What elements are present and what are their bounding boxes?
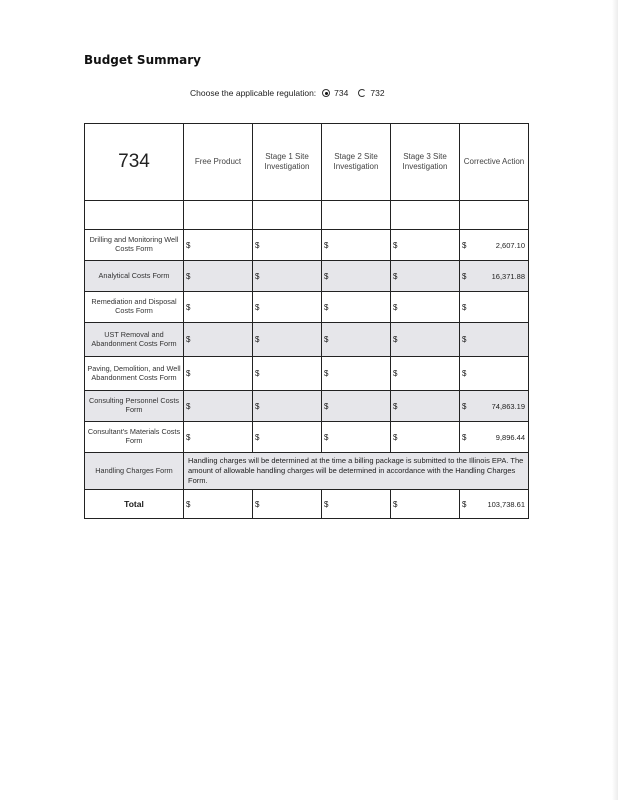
table-row bbox=[85, 357, 529, 391]
amount-value: 103,738.61 bbox=[487, 499, 525, 509]
row-label: Drilling and Monitoring Well Costs Form bbox=[85, 230, 184, 261]
amount-value: 74,863.19 bbox=[491, 401, 525, 411]
currency-symbol: $ bbox=[324, 271, 329, 281]
currency-symbol: $ bbox=[324, 335, 329, 344]
currency-symbol: $ bbox=[255, 499, 260, 509]
radio-732-label: 732 bbox=[370, 88, 385, 98]
page-edge-shadow bbox=[612, 0, 618, 800]
amount-cell[interactable] bbox=[184, 391, 253, 422]
amount-cell[interactable] bbox=[460, 357, 529, 391]
regulation-selector bbox=[190, 88, 385, 98]
currency-symbol: $ bbox=[462, 271, 467, 281]
regulation-prompt: Choose the applicable regulation: bbox=[190, 88, 317, 98]
amount-cell[interactable] bbox=[322, 422, 391, 453]
amount-cell[interactable] bbox=[253, 391, 322, 422]
radio-734[interactable] bbox=[322, 89, 330, 97]
amount-cell[interactable] bbox=[391, 422, 460, 453]
header-row bbox=[85, 124, 529, 201]
amount-cell[interactable] bbox=[322, 261, 391, 292]
table-row bbox=[85, 323, 529, 357]
amount-cell[interactable] bbox=[184, 323, 253, 357]
currency-symbol: $ bbox=[393, 335, 398, 344]
currency-symbol: $ bbox=[255, 335, 260, 344]
column-header: Stage 2 Site Investigation bbox=[322, 124, 391, 201]
currency-symbol: $ bbox=[255, 369, 260, 378]
amount-cell[interactable] bbox=[460, 261, 529, 292]
total-amount-cell[interactable] bbox=[460, 490, 529, 519]
currency-symbol: $ bbox=[324, 302, 329, 312]
currency-symbol: $ bbox=[186, 335, 191, 344]
amount-cell[interactable] bbox=[253, 323, 322, 357]
amount-cell[interactable] bbox=[184, 357, 253, 391]
currency-symbol: $ bbox=[255, 401, 260, 411]
total-amount-cell[interactable] bbox=[322, 490, 391, 519]
table-row bbox=[85, 391, 529, 422]
amount-cell[interactable] bbox=[253, 357, 322, 391]
handling-charges-row bbox=[85, 453, 529, 490]
amount-cell[interactable] bbox=[460, 422, 529, 453]
column-header: Stage 1 Site Investigation bbox=[253, 124, 322, 201]
currency-symbol: $ bbox=[186, 302, 191, 312]
amount-cell[interactable] bbox=[391, 292, 460, 323]
amount-cell[interactable] bbox=[391, 261, 460, 292]
column-header: Corrective Action bbox=[460, 124, 529, 201]
currency-symbol: $ bbox=[186, 240, 191, 250]
amount-cell[interactable] bbox=[460, 230, 529, 261]
table-row bbox=[85, 292, 529, 323]
currency-symbol: $ bbox=[393, 499, 398, 509]
total-amount-cell[interactable] bbox=[184, 490, 253, 519]
budget-table bbox=[84, 123, 529, 519]
currency-symbol: $ bbox=[393, 271, 398, 281]
regulation-heading: 734 bbox=[85, 124, 184, 201]
currency-symbol: $ bbox=[462, 240, 467, 250]
total-label: Total bbox=[85, 490, 184, 519]
currency-symbol: $ bbox=[462, 302, 467, 312]
amount-cell[interactable] bbox=[460, 292, 529, 323]
currency-symbol: $ bbox=[255, 240, 260, 250]
currency-symbol: $ bbox=[186, 369, 191, 378]
row-label: Handling Charges Form bbox=[85, 453, 184, 490]
amount-cell[interactable] bbox=[322, 357, 391, 391]
currency-symbol: $ bbox=[462, 499, 467, 509]
amount-value: 2,607.10 bbox=[495, 240, 525, 250]
column-header: Stage 3 Site Investigation bbox=[391, 124, 460, 201]
amount-cell[interactable] bbox=[391, 230, 460, 261]
row-label: Consultant's Materials Costs Form bbox=[85, 422, 184, 453]
currency-symbol: $ bbox=[393, 369, 398, 378]
row-label: Consulting Personnel Costs Form bbox=[85, 391, 184, 422]
amount-cell[interactable] bbox=[391, 391, 460, 422]
amount-cell[interactable] bbox=[460, 391, 529, 422]
currency-symbol: $ bbox=[393, 432, 398, 442]
currency-symbol: $ bbox=[186, 499, 191, 509]
amount-cell[interactable] bbox=[184, 230, 253, 261]
currency-symbol: $ bbox=[186, 401, 191, 411]
currency-symbol: $ bbox=[255, 271, 260, 281]
currency-symbol: $ bbox=[186, 432, 191, 442]
currency-symbol: $ bbox=[462, 335, 467, 344]
amount-cell[interactable] bbox=[322, 230, 391, 261]
row-label: Analytical Costs Form bbox=[85, 261, 184, 292]
table-row bbox=[85, 261, 529, 292]
currency-symbol: $ bbox=[186, 271, 191, 281]
currency-symbol: $ bbox=[462, 369, 467, 378]
radio-734-label: 734 bbox=[334, 88, 349, 98]
currency-symbol: $ bbox=[324, 401, 329, 411]
amount-cell[interactable] bbox=[184, 292, 253, 323]
total-amount-cell[interactable] bbox=[253, 490, 322, 519]
table-row bbox=[85, 422, 529, 453]
currency-symbol: $ bbox=[255, 432, 260, 442]
amount-cell[interactable] bbox=[253, 230, 322, 261]
table-row bbox=[85, 230, 529, 261]
row-label: UST Removal and Abandonment Costs Form bbox=[85, 323, 184, 357]
amount-value: 16,371.88 bbox=[491, 271, 525, 281]
currency-symbol: $ bbox=[393, 240, 398, 250]
currency-symbol: $ bbox=[255, 302, 260, 312]
currency-symbol: $ bbox=[393, 401, 398, 411]
amount-cell[interactable] bbox=[322, 391, 391, 422]
amount-cell[interactable] bbox=[253, 422, 322, 453]
currency-symbol: $ bbox=[324, 369, 329, 378]
currency-symbol: $ bbox=[462, 401, 467, 411]
total-amount-cell[interactable] bbox=[391, 490, 460, 519]
currency-symbol: $ bbox=[324, 499, 329, 509]
amount-cell[interactable] bbox=[253, 292, 322, 323]
currency-symbol: $ bbox=[462, 432, 467, 442]
column-header: Free Product bbox=[184, 124, 253, 201]
amount-cell[interactable] bbox=[322, 292, 391, 323]
amount-cell[interactable] bbox=[391, 323, 460, 357]
currency-symbol: $ bbox=[393, 302, 398, 312]
amount-cell[interactable] bbox=[391, 357, 460, 391]
amount-value: 9,896.44 bbox=[495, 432, 525, 442]
radio-732[interactable] bbox=[358, 89, 366, 97]
amount-cell[interactable] bbox=[322, 323, 391, 357]
page-title: Budget Summary bbox=[84, 53, 201, 67]
amount-cell[interactable] bbox=[460, 323, 529, 357]
handling-charges-note: Handling charges will be determined at the time a billing package is submitted to the Illinois EPA. The amount of allowable handling charges will be determined in accordance with the Handling Charges Form. bbox=[184, 453, 529, 490]
row-label: Paving, Demolition, and Well Abandonment Costs Form bbox=[85, 357, 184, 391]
blank-row bbox=[85, 201, 529, 230]
currency-symbol: $ bbox=[324, 240, 329, 250]
currency-symbol: $ bbox=[324, 432, 329, 442]
amount-cell[interactable] bbox=[184, 422, 253, 453]
amount-cell[interactable] bbox=[253, 261, 322, 292]
row-label: Remediation and Disposal Costs Form bbox=[85, 292, 184, 323]
amount-cell[interactable] bbox=[184, 261, 253, 292]
total-row bbox=[85, 490, 529, 519]
